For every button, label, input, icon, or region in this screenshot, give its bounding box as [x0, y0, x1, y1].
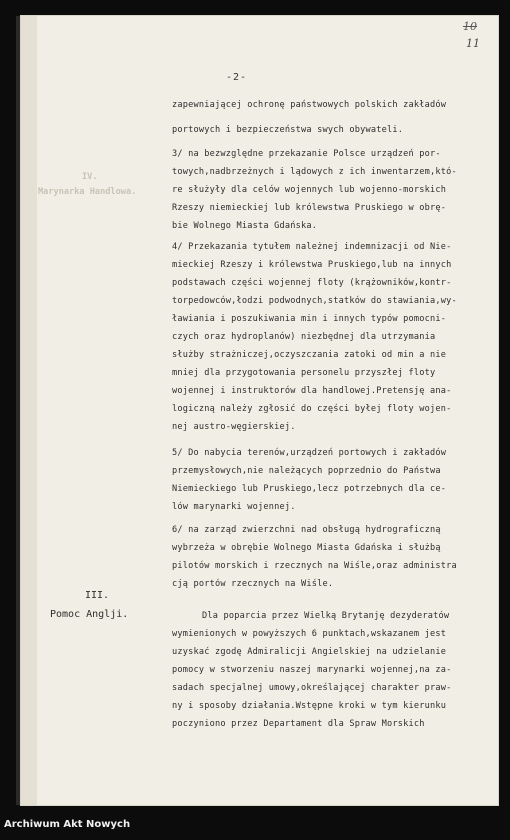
body-line: re służyły dla celów wojennych lub wojenno-morskich	[172, 185, 447, 195]
body-line: portowych i bezpieczeństwa swych obywateli.	[172, 125, 404, 135]
body-line: mniej dla przygotowania personelu przyszłej floty	[172, 368, 436, 378]
body-line: 5/ Do nabycia terenów,urządzeń portowych i zakładów	[172, 448, 447, 458]
page-number: -2-	[226, 72, 248, 83]
body-line: pilotów morskich i rzecznych na Wiśle,oraz administra	[172, 561, 457, 571]
archive-footer	[0, 813, 510, 840]
body-line: nej austro-węgierskiej.	[172, 422, 296, 432]
body-line: Dla poparcia przez Wielką Brytanję dezyderatów	[202, 611, 450, 621]
body-line: mieckiej Rzeszy i królewstwa Pruskiego,lub na innych	[172, 260, 452, 270]
body-line: 6/ na zarząd zwierzchni nad obsługą hydrograficzną	[172, 525, 441, 535]
body-line: zapewniającej ochronę państwowych polskich zakładów	[172, 100, 447, 110]
body-line: torpedowców,łodzi podwodnych,statków do stawiania,wy-	[172, 296, 457, 306]
body-line: wybrzeża w obrębie Wolnego Miasta Gdańska i służbą	[172, 543, 441, 553]
body-line: ławiania i poszukiwania min i innych typów pomocni-	[172, 314, 447, 324]
body-line: czych oraz hydroplanów) niezbędnej dla utrzymania	[172, 332, 436, 342]
body-line: przemysłowych,nie należących poprzednio do Państwa	[172, 466, 441, 476]
body-line: lów marynarki wojennej.	[172, 502, 296, 512]
body-line: uzyskać zgodę Admiralicji Angielskiej na udzielanie	[172, 647, 447, 657]
body-line: cją portów rzecznych na Wiśle.	[172, 579, 334, 589]
section-number: III.	[85, 590, 110, 601]
body-line: 3/ na bezwzględne przekazanie Polsce urządzeń por-	[172, 149, 441, 159]
body-line: Niemieckiego lub Pruskiego,lecz potrzebnych dla ce-	[172, 484, 447, 494]
body-line: wymienionych w powyższych 6 punktach,wskazanem jest	[172, 629, 447, 639]
body-line: 4/ Przekazania tytułem należnej indemnizacji od Nie-	[172, 242, 452, 252]
body-line: logiczną należy zgłosić do części byłej floty wojen-	[172, 404, 452, 414]
body-line: podstawach części wojennej floty (krążowników,kontr-	[172, 278, 452, 288]
body-line: pomocy w stworzeniu naszej marynarki wojennej,na za-	[172, 665, 452, 675]
archive-name: Archiwum Akt Nowych	[4, 819, 131, 830]
bleed-through-line: Marynarka Handlowa.	[38, 187, 137, 197]
section-title: Pomoc Anglji.	[50, 609, 129, 620]
folio-number: 11	[466, 37, 480, 50]
body-line: poczyniono przez Departament dla Spraw Morskich	[172, 719, 425, 729]
body-line: towych,nadbrzeżnych i lądowych z ich inwentarzem,któ-	[172, 167, 457, 177]
body-line: sadach specjalnej umowy,określającej charakter praw-	[172, 683, 452, 693]
body-line: Rzeszy niemieckiej lub królewstwa Pruskiego w obrę-	[172, 203, 447, 213]
folio-number-crossed: 10	[463, 20, 477, 33]
body-line: służby strażniczej,oczyszczania zatoki od min a nie	[172, 350, 447, 360]
body-line: wojennej i instruktorów dla handlowej.Pretensję ana-	[172, 386, 452, 396]
body-line: ny i sposoby działania.Wstępne kroki w tym kierunku	[172, 701, 447, 711]
body-line: bie Wolnego Miasta Gdańska.	[172, 221, 318, 231]
bleed-through-line: IV.	[82, 172, 98, 182]
